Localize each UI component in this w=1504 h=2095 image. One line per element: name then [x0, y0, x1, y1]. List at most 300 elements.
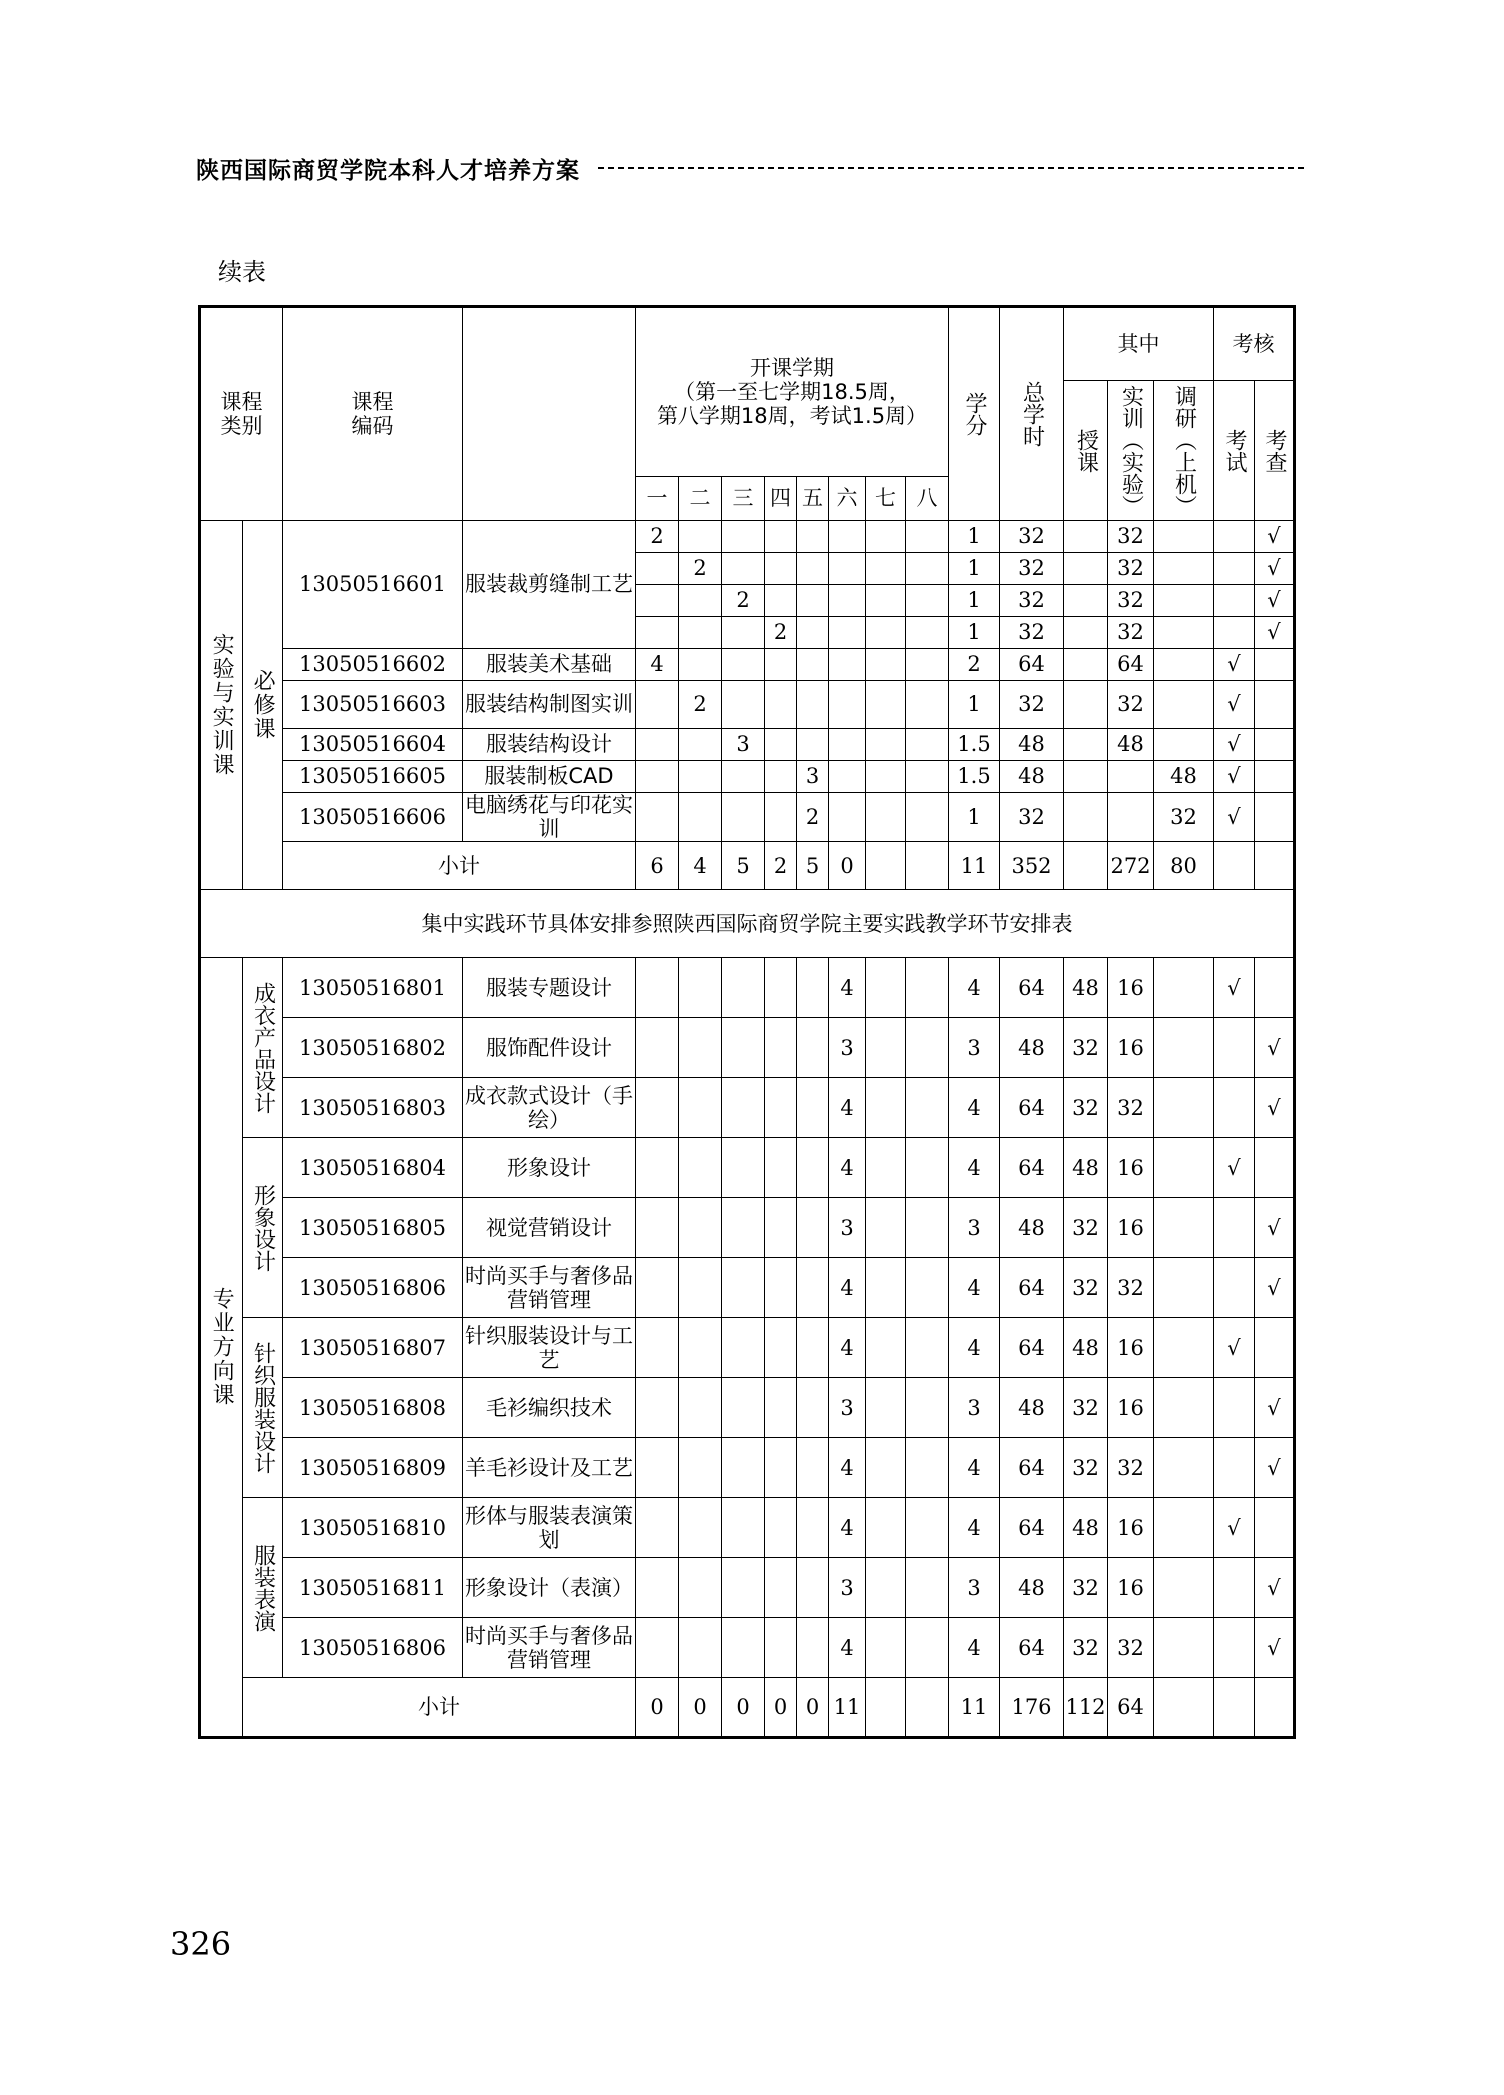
research-hours-cell	[1154, 1618, 1214, 1678]
semester-hours-cell	[829, 681, 866, 729]
research-hours-cell	[1154, 958, 1214, 1018]
semester-hours-cell	[906, 553, 949, 585]
semester-hours-cell	[765, 761, 797, 793]
lecture-hours-cell	[1064, 649, 1108, 681]
semester-hours-cell	[906, 793, 949, 842]
semester-hours-cell: 2	[636, 521, 679, 553]
semester-hours-cell	[636, 553, 679, 585]
table-row	[200, 1198, 1295, 1258]
research-hours-cell	[1154, 649, 1214, 681]
research-hours-cell	[1154, 1198, 1214, 1258]
semester-hours-cell	[906, 761, 949, 793]
semester-hours-cell	[906, 1258, 949, 1318]
semester-hours-cell	[765, 958, 797, 1018]
exam-mark-cell: √	[1214, 649, 1255, 681]
semester-hours-cell	[722, 1558, 765, 1618]
semester-hours-cell	[679, 649, 722, 681]
research-hours-cell	[1154, 729, 1214, 761]
total-hours-cell: 352	[1000, 842, 1064, 890]
page-header	[196, 148, 1304, 188]
semester-hours-cell	[679, 1078, 722, 1138]
header-semester-8: 八	[906, 477, 949, 521]
semester-hours-cell	[866, 1078, 906, 1138]
continued-label: 续表	[218, 258, 266, 286]
semester-hours-cell	[797, 585, 829, 617]
total-hours-cell: 64	[1000, 1138, 1064, 1198]
semester-hours-cell	[906, 617, 949, 649]
semester-hours-cell	[829, 729, 866, 761]
table-row	[200, 1138, 1295, 1198]
semester-hours-cell	[797, 1018, 829, 1078]
training-hours-cell: 32	[1108, 681, 1154, 729]
semester-hours-cell	[906, 1318, 949, 1378]
total-hours-cell: 32	[1000, 793, 1064, 842]
credit-cell: 1	[949, 585, 1000, 617]
semester-hours-cell	[829, 649, 866, 681]
semester-hours-cell	[636, 729, 679, 761]
training-hours-cell: 16	[1108, 1198, 1154, 1258]
credit-cell: 4	[949, 1438, 1000, 1498]
header-semester-2: 二	[679, 477, 722, 521]
table-row	[200, 1558, 1295, 1618]
total-hours-cell: 48	[1000, 761, 1064, 793]
semester-hours-cell	[679, 1018, 722, 1078]
course-name-cell: 服装结构设计	[463, 729, 636, 761]
semester-hours-cell	[906, 1678, 949, 1738]
total-hours-cell: 176	[1000, 1678, 1064, 1738]
training-hours-cell: 16	[1108, 958, 1154, 1018]
direction-group-cell	[243, 1318, 283, 1498]
header-title: 陕西国际商贸学院本科人才培养方案	[196, 157, 580, 184]
course-name-cell: 形体与服装表演策划	[463, 1498, 636, 1558]
table-row	[200, 649, 1295, 681]
research-hours-cell	[1154, 1678, 1214, 1738]
semester-hours-cell	[866, 1318, 906, 1378]
exam-mark-cell	[1214, 1558, 1255, 1618]
semester-hours-cell	[906, 1078, 949, 1138]
check-mark-cell	[1255, 681, 1295, 729]
practice-note: 集中实践环节具体安排参照陕西国际商贸学院主要实践教学环节安排表	[200, 890, 1295, 958]
semester-hours-cell	[866, 681, 906, 729]
research-hours-cell	[1154, 617, 1214, 649]
semester-hours-cell	[636, 1198, 679, 1258]
direction-group-label: 服装表演	[250, 1543, 276, 1632]
header-semester-1: 一	[636, 477, 679, 521]
exam-mark-cell: √	[1214, 1318, 1255, 1378]
table-row	[200, 1378, 1295, 1438]
semester-hours-cell: 4	[829, 1318, 866, 1378]
semester-hours-cell	[722, 617, 765, 649]
course-code-cell: 13050516605	[283, 761, 463, 793]
semester-hours-cell: 3	[797, 761, 829, 793]
course-name-cell: 服装结构制图实训	[463, 681, 636, 729]
direction-group-label: 成衣产品设计	[250, 981, 276, 1114]
subtotal-row	[200, 1678, 1295, 1738]
exam-mark-cell	[1214, 585, 1255, 617]
semester-hours-cell	[722, 553, 765, 585]
credit-cell: 3	[949, 1198, 1000, 1258]
semester-hours-cell	[797, 1138, 829, 1198]
header-name-empty	[463, 307, 636, 521]
semester-hours-cell	[866, 585, 906, 617]
semester-hours-cell: 0	[722, 1678, 765, 1738]
course-code-cell: 13050516601	[283, 521, 463, 649]
semester-hours-cell	[765, 553, 797, 585]
total-hours-cell: 48	[1000, 1018, 1064, 1078]
total-hours-cell: 48	[1000, 729, 1064, 761]
lecture-hours-cell	[1064, 617, 1108, 649]
credit-cell: 4	[949, 1078, 1000, 1138]
table-row	[200, 958, 1295, 1018]
course-name-cell: 羊毛衫设计及工艺	[463, 1438, 636, 1498]
semester-hours-cell	[636, 681, 679, 729]
course-code-cell: 13050516806	[283, 1258, 463, 1318]
course-code-cell: 13050516802	[283, 1018, 463, 1078]
research-hours-cell	[1154, 521, 1214, 553]
lecture-hours-cell	[1064, 793, 1108, 842]
check-mark-cell	[1255, 1678, 1295, 1738]
training-hours-cell: 16	[1108, 1318, 1154, 1378]
category-cell	[200, 521, 243, 890]
credit-cell: 3	[949, 1558, 1000, 1618]
credit-cell: 4	[949, 1318, 1000, 1378]
semester-hours-cell	[797, 1498, 829, 1558]
table-row	[200, 761, 1295, 793]
semester-hours-cell: 3	[722, 729, 765, 761]
semester-hours-cell	[829, 585, 866, 617]
subtotal-label: 小计	[283, 842, 636, 890]
semester-hours-cell	[797, 1558, 829, 1618]
training-hours-cell: 16	[1108, 1018, 1154, 1078]
research-hours-cell	[1154, 1138, 1214, 1198]
semester-hours-cell: 5	[722, 842, 765, 890]
semester-hours-cell	[765, 1198, 797, 1258]
exam-mark-cell: √	[1214, 793, 1255, 842]
training-hours-cell: 32	[1108, 617, 1154, 649]
header-semester: 开课学期 （第一至七学期18.5周， 第八学期18周，考试1.5周）	[636, 307, 949, 477]
check-mark-cell: √	[1255, 1558, 1295, 1618]
semester-hours-cell: 3	[829, 1558, 866, 1618]
course-code-cell: 13050516808	[283, 1378, 463, 1438]
research-hours-cell	[1154, 585, 1214, 617]
course-name-cell: 服装裁剪缝制工艺	[463, 521, 636, 649]
check-mark-cell: √	[1255, 617, 1295, 649]
semester-hours-cell: 0	[765, 1678, 797, 1738]
training-hours-cell: 64	[1108, 649, 1154, 681]
header-lecture: 授课	[1064, 381, 1108, 521]
training-hours-cell: 272	[1108, 842, 1154, 890]
semester-hours-cell	[765, 585, 797, 617]
semester-hours-cell: 2	[679, 681, 722, 729]
semester-hours-cell: 0	[797, 1678, 829, 1738]
check-mark-cell	[1255, 842, 1295, 890]
semester-hours-cell	[722, 1138, 765, 1198]
direction-group-cell	[243, 1498, 283, 1678]
semester-hours-cell: 2	[797, 793, 829, 842]
training-hours-cell: 32	[1108, 585, 1154, 617]
semester-hours-cell	[722, 1318, 765, 1378]
semester-hours-cell: 4	[829, 1618, 866, 1678]
credit-cell: 1.5	[949, 729, 1000, 761]
total-hours-cell: 64	[1000, 1618, 1064, 1678]
total-hours-cell: 64	[1000, 1438, 1064, 1498]
training-hours-cell: 48	[1108, 729, 1154, 761]
semester-hours-cell	[797, 1258, 829, 1318]
research-hours-cell	[1154, 1018, 1214, 1078]
check-mark-cell: √	[1255, 1018, 1295, 1078]
research-hours-cell	[1154, 1318, 1214, 1378]
course-code-cell: 13050516603	[283, 681, 463, 729]
check-mark-cell: √	[1255, 1618, 1295, 1678]
semester-hours-cell	[765, 1318, 797, 1378]
semester-hours-cell	[636, 1378, 679, 1438]
total-hours-cell: 32	[1000, 553, 1064, 585]
semester-hours-cell	[829, 761, 866, 793]
semester-hours-cell	[906, 1018, 949, 1078]
exam-mark-cell	[1214, 521, 1255, 553]
semester-hours-cell	[797, 958, 829, 1018]
semester-hours-cell	[722, 958, 765, 1018]
semester-hours-cell	[722, 521, 765, 553]
semester-hours-cell	[765, 1138, 797, 1198]
semester-hours-cell	[797, 681, 829, 729]
semester-hours-cell	[636, 1318, 679, 1378]
semester-hours-cell	[765, 1078, 797, 1138]
course-code-cell: 13050516811	[283, 1558, 463, 1618]
semester-hours-cell	[722, 761, 765, 793]
semester-hours-cell	[722, 1018, 765, 1078]
header-dash-line	[598, 167, 1304, 169]
check-mark-cell	[1255, 761, 1295, 793]
credit-cell: 1	[949, 521, 1000, 553]
total-hours-cell: 32	[1000, 681, 1064, 729]
header-of-which: 其中	[1064, 307, 1214, 381]
course-name-cell: 时尚买手与奢侈品营销管理	[463, 1618, 636, 1678]
semester-hours-cell	[906, 1438, 949, 1498]
semester-hours-cell	[765, 681, 797, 729]
semester-hours-cell	[679, 793, 722, 842]
semester-hours-cell	[765, 1378, 797, 1438]
semester-hours-cell	[765, 521, 797, 553]
research-hours-cell	[1154, 1078, 1214, 1138]
lecture-hours-cell: 32	[1064, 1258, 1108, 1318]
semester-hours-cell	[906, 649, 949, 681]
exam-mark-cell	[1214, 1438, 1255, 1498]
exam-mark-cell: √	[1214, 1498, 1255, 1558]
lecture-hours-cell	[1064, 521, 1108, 553]
semester-hours-cell	[765, 729, 797, 761]
training-hours-cell: 32	[1108, 1078, 1154, 1138]
semester-hours-cell	[866, 1618, 906, 1678]
credit-cell: 3	[949, 1378, 1000, 1438]
semester-hours-cell	[906, 1618, 949, 1678]
table-row	[200, 681, 1295, 729]
note-row	[200, 890, 1295, 958]
total-hours-cell: 64	[1000, 1318, 1064, 1378]
credit-cell: 1	[949, 617, 1000, 649]
semester-hours-cell	[722, 1378, 765, 1438]
semester-hours-cell: 0	[679, 1678, 722, 1738]
semester-hours-cell	[866, 1258, 906, 1318]
semester-hours-cell	[636, 1138, 679, 1198]
exam-mark-cell	[1214, 1198, 1255, 1258]
semester-hours-cell	[797, 553, 829, 585]
header-semester-5: 五	[797, 477, 829, 521]
header-semester-7: 七	[866, 477, 906, 521]
semester-hours-cell	[829, 521, 866, 553]
exam-mark-cell: √	[1214, 958, 1255, 1018]
semester-hours-cell	[906, 1498, 949, 1558]
total-hours-cell: 64	[1000, 958, 1064, 1018]
course-name-cell: 形象设计（表演）	[463, 1558, 636, 1618]
semester-hours-cell	[797, 521, 829, 553]
semester-hours-cell	[679, 585, 722, 617]
category-label: 实验与实训课	[209, 633, 235, 778]
exam-mark-cell	[1214, 1018, 1255, 1078]
semester-hours-cell	[866, 1198, 906, 1258]
credit-cell: 1.5	[949, 761, 1000, 793]
semester-hours-cell	[866, 958, 906, 1018]
lecture-hours-cell: 48	[1064, 1498, 1108, 1558]
course-code-cell: 13050516805	[283, 1198, 463, 1258]
semester-hours-cell: 4	[829, 1138, 866, 1198]
training-hours-cell: 16	[1108, 1378, 1154, 1438]
credit-cell: 4	[949, 1258, 1000, 1318]
header-semester-3: 三	[722, 477, 765, 521]
lecture-hours-cell	[1064, 553, 1108, 585]
curriculum-table	[198, 305, 1296, 1739]
semester-hours-cell	[866, 553, 906, 585]
direction-group-label: 针织服装设计	[250, 1341, 276, 1474]
semester-hours-cell	[636, 1018, 679, 1078]
semester-hours-cell: 4	[829, 1258, 866, 1318]
table-row	[200, 521, 1295, 553]
semester-hours-cell	[679, 729, 722, 761]
lecture-hours-cell: 32	[1064, 1558, 1108, 1618]
semester-hours-cell: 0	[829, 842, 866, 890]
research-hours-cell	[1154, 1558, 1214, 1618]
check-mark-cell	[1255, 649, 1295, 681]
check-mark-cell: √	[1255, 1438, 1295, 1498]
semester-hours-cell	[636, 1258, 679, 1318]
semester-hours-cell	[636, 1078, 679, 1138]
research-hours-cell	[1154, 1258, 1214, 1318]
semester-hours-cell	[797, 1198, 829, 1258]
header-exam: 考试	[1214, 381, 1255, 521]
semester-hours-cell	[636, 617, 679, 649]
semester-hours-cell: 2	[722, 585, 765, 617]
credit-cell: 4	[949, 1138, 1000, 1198]
check-mark-cell: √	[1255, 1378, 1295, 1438]
semester-hours-cell	[866, 761, 906, 793]
semester-hours-cell	[636, 585, 679, 617]
semester-hours-cell: 4	[829, 958, 866, 1018]
lecture-hours-cell: 48	[1064, 958, 1108, 1018]
check-mark-cell	[1255, 729, 1295, 761]
semester-hours-cell: 3	[829, 1198, 866, 1258]
semester-hours-cell	[866, 617, 906, 649]
semester-hours-cell	[722, 681, 765, 729]
research-hours-cell	[1154, 1378, 1214, 1438]
table-row	[200, 1318, 1295, 1378]
header-research: 调研（上机）	[1154, 381, 1214, 521]
training-hours-cell	[1108, 793, 1154, 842]
subtotal-row	[200, 842, 1295, 890]
training-hours-cell	[1108, 761, 1154, 793]
research-hours-cell: 80	[1154, 842, 1214, 890]
lecture-hours-cell: 32	[1064, 1618, 1108, 1678]
training-hours-cell: 64	[1108, 1678, 1154, 1738]
subcategory-label: 必修课	[250, 669, 276, 742]
exam-mark-cell: √	[1214, 761, 1255, 793]
semester-hours-cell	[679, 1318, 722, 1378]
header-credit: 学分	[949, 307, 1000, 521]
semester-hours-cell	[797, 649, 829, 681]
semester-hours-cell	[797, 729, 829, 761]
training-hours-cell: 16	[1108, 1498, 1154, 1558]
semester-hours-cell	[679, 1258, 722, 1318]
semester-hours-cell	[679, 521, 722, 553]
semester-hours-cell	[722, 1078, 765, 1138]
lecture-hours-cell: 32	[1064, 1438, 1108, 1498]
semester-hours-cell	[636, 1438, 679, 1498]
semester-hours-cell	[829, 793, 866, 842]
check-mark-cell: √	[1255, 1258, 1295, 1318]
total-hours-cell: 48	[1000, 1198, 1064, 1258]
semester-hours-cell	[722, 1618, 765, 1678]
total-hours-cell: 32	[1000, 617, 1064, 649]
lecture-hours-cell: 112	[1064, 1678, 1108, 1738]
semester-hours-cell	[797, 1078, 829, 1138]
course-code-cell: 13050516806	[283, 1618, 463, 1678]
course-code-cell: 13050516801	[283, 958, 463, 1018]
semester-hours-cell	[906, 842, 949, 890]
credit-cell: 1	[949, 793, 1000, 842]
lecture-hours-cell	[1064, 842, 1108, 890]
course-name-cell: 服装制板CAD	[463, 761, 636, 793]
total-hours-cell: 32	[1000, 521, 1064, 553]
training-hours-cell: 16	[1108, 1558, 1154, 1618]
exam-mark-cell	[1214, 1678, 1255, 1738]
course-name-cell: 服装美术基础	[463, 649, 636, 681]
total-hours-cell: 64	[1000, 1258, 1064, 1318]
check-mark-cell	[1255, 793, 1295, 842]
course-name-cell: 视觉营销设计	[463, 1198, 636, 1258]
table-row	[200, 793, 1295, 842]
header-check: 考查	[1255, 381, 1295, 521]
lecture-hours-cell: 32	[1064, 1018, 1108, 1078]
direction-group-cell	[243, 958, 283, 1138]
semester-hours-cell: 3	[829, 1018, 866, 1078]
research-hours-cell	[1154, 681, 1214, 729]
table-row	[200, 1078, 1295, 1138]
semester-hours-cell	[765, 649, 797, 681]
check-mark-cell	[1255, 1138, 1295, 1198]
header-category: 课程类别	[200, 307, 283, 521]
semester-hours-cell	[866, 793, 906, 842]
check-mark-cell: √	[1255, 521, 1295, 553]
course-code-cell: 13050516807	[283, 1318, 463, 1378]
lecture-hours-cell: 32	[1064, 1198, 1108, 1258]
credit-cell: 11	[949, 842, 1000, 890]
lecture-hours-cell: 48	[1064, 1318, 1108, 1378]
semester-hours-cell	[866, 1678, 906, 1738]
training-hours-cell: 32	[1108, 1258, 1154, 1318]
direction-group-cell	[243, 1138, 283, 1318]
semester-hours-cell	[906, 1558, 949, 1618]
lecture-hours-cell	[1064, 729, 1108, 761]
semester-hours-cell: 4	[829, 1438, 866, 1498]
